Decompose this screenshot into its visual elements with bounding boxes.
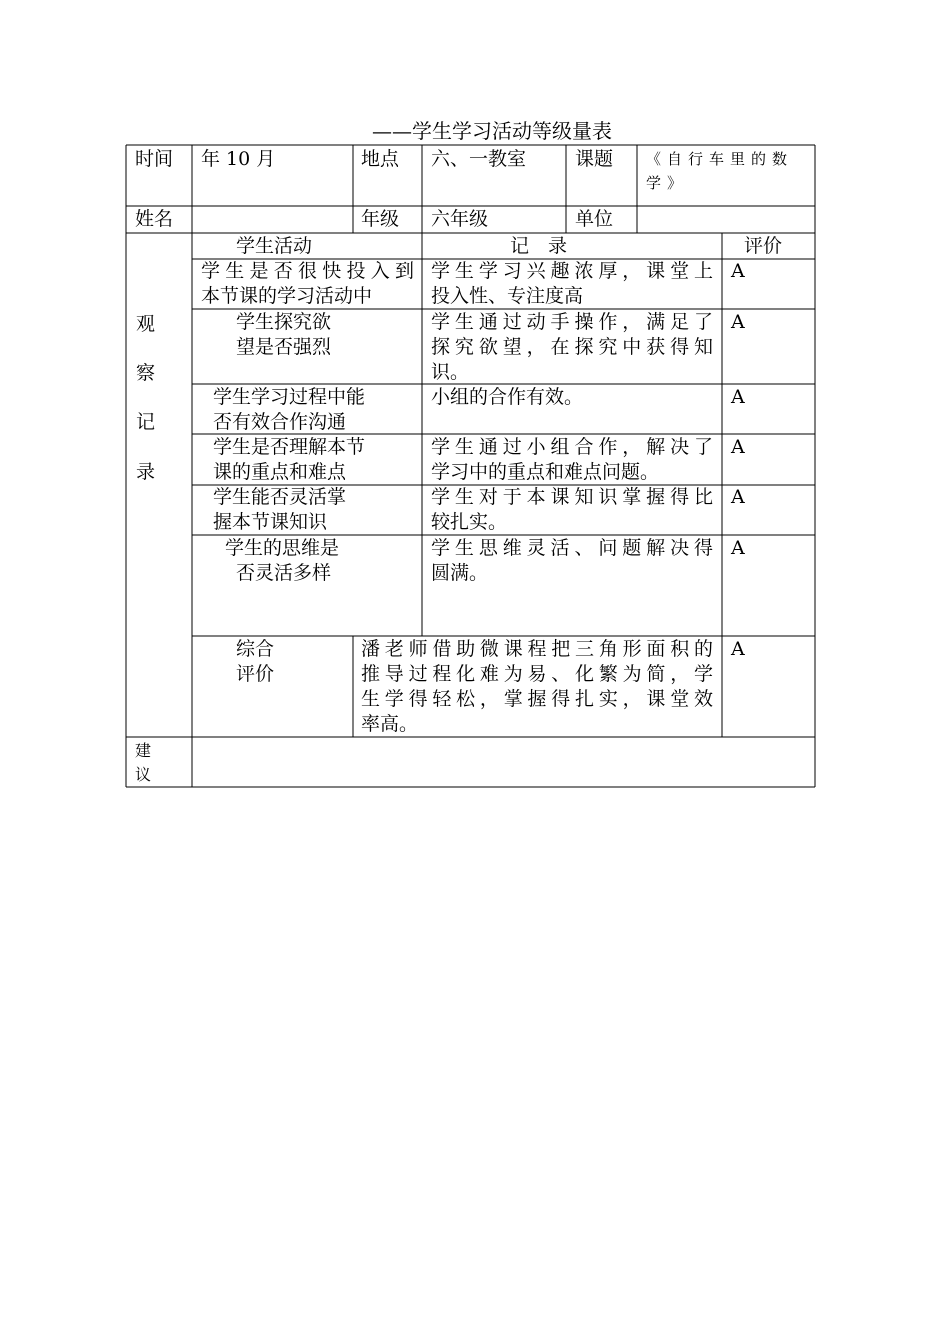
- activity-line: 学生能否灵活掌: [213, 486, 347, 508]
- record-line: 小组的合作有效。: [431, 386, 584, 408]
- rating-value: A: [731, 311, 745, 333]
- summary-label: 评价: [236, 663, 275, 685]
- record-line: 学生思维灵活、问题解决得: [431, 537, 713, 559]
- activity-line: 否有效合作沟通: [213, 411, 347, 433]
- activity-line: 学生学习过程中能: [213, 386, 366, 408]
- activity-line: 望是否强烈: [236, 336, 332, 358]
- record-line: 学生学习兴趣浓厚，课堂上: [431, 260, 713, 282]
- record-line: 探究欲望，在探究中获得知: [431, 336, 713, 358]
- place-value: 六、一教室: [431, 148, 527, 170]
- record-line: 学生通过动手操作，满足了: [431, 311, 713, 333]
- record-line: 圆满。: [431, 562, 489, 584]
- record-line: 学生通过小组合作，解决了: [431, 436, 713, 458]
- col-header-record: 记 录: [510, 235, 568, 257]
- topic-label: 课题: [575, 148, 614, 170]
- activity-line: 课的重点和难点: [213, 461, 347, 483]
- summary-label: 综合: [236, 638, 275, 660]
- name-label: 姓名: [135, 208, 174, 230]
- record-line: 学习中的重点和难点问题。: [431, 461, 660, 483]
- suggestion-label: 议: [135, 765, 152, 784]
- summary-text-line: 率高。: [361, 713, 419, 735]
- activity-line: 握本节课知识: [213, 511, 328, 533]
- time-label: 时间: [135, 148, 174, 170]
- side-char: 察: [136, 362, 156, 384]
- record-line: 投入性、专注度高: [431, 285, 584, 307]
- record-line: 识。: [431, 361, 470, 383]
- col-header-activity: 学生活动: [236, 235, 313, 257]
- col-header-rating: 评价: [744, 235, 783, 257]
- page-title: ——学生学习活动等级量表: [372, 119, 612, 143]
- rating-value: A: [731, 537, 745, 559]
- rating-value: A: [731, 260, 745, 282]
- summary-text-line: 潘老师借助微课程把三角形面积的: [361, 638, 713, 660]
- place-label: 地点: [361, 148, 400, 170]
- summary-text-line: 推导过程化难为易、化繁为简，学: [361, 663, 713, 685]
- suggestion-label: 建: [135, 741, 152, 760]
- activity-line: 本节课的学习活动中: [201, 285, 373, 307]
- summary-text-line: 生学得轻松，掌握得扎实，课堂效: [361, 688, 713, 710]
- topic-value: 《自行车里的数学》: [646, 150, 794, 192]
- rating-value: A: [731, 436, 745, 458]
- activity-line: 学生是否很快投入到: [201, 260, 414, 282]
- rating-value: A: [731, 386, 745, 408]
- activity-line: 学生是否理解本节: [213, 436, 366, 458]
- side-char: 观: [136, 313, 156, 335]
- record-line: 学生对于本课知识掌握得比: [431, 486, 713, 508]
- rating-value: A: [731, 486, 745, 508]
- side-char: 记: [136, 411, 156, 433]
- grade-value: 六年级: [431, 208, 489, 230]
- activity-line: 学生探究欲: [236, 311, 332, 333]
- activity-line: 否灵活多样: [236, 562, 332, 584]
- time-value: 年 10 月: [201, 148, 276, 170]
- activity-line: 学生的思维是: [225, 537, 340, 559]
- summary-rating: A: [731, 638, 745, 660]
- grade-label: 年级: [361, 208, 400, 230]
- side-char: 录: [136, 461, 156, 483]
- unit-label: 单位: [575, 208, 614, 230]
- record-line: 较扎实。: [431, 511, 508, 533]
